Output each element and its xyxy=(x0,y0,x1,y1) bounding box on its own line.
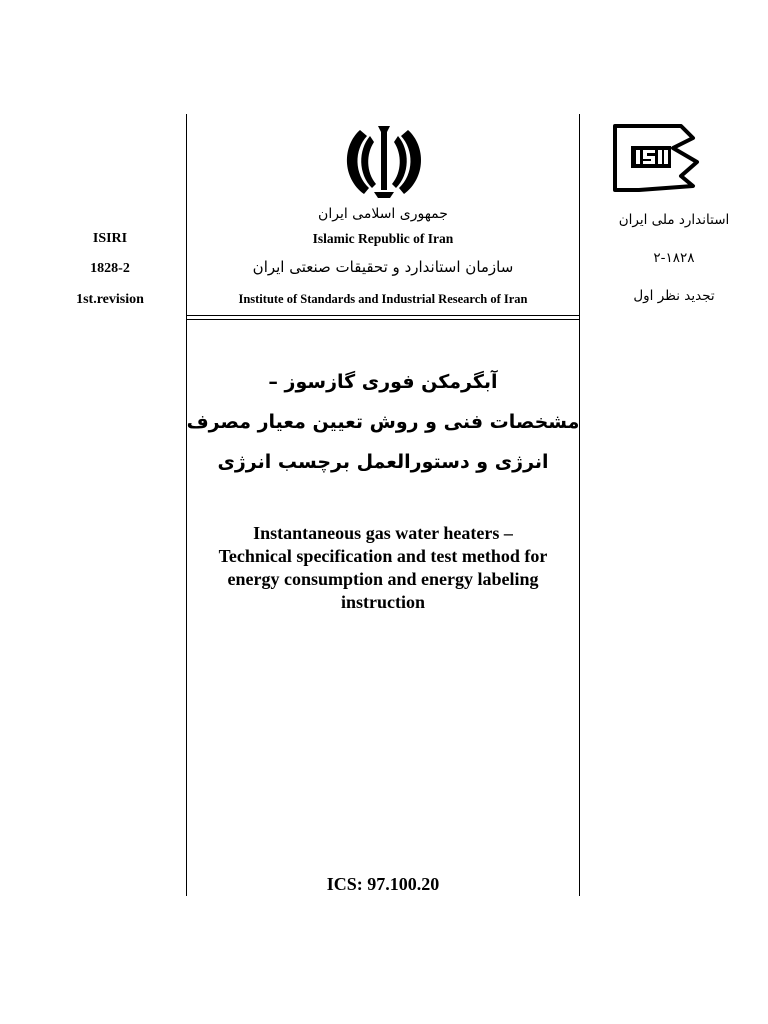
revision-label-fa: تجدید نظر اول xyxy=(633,288,715,304)
country-name-fa: جمهوری اسلامی ایران xyxy=(318,206,448,222)
standard-number: 1828-2 xyxy=(90,261,130,276)
header-rule-bottom xyxy=(186,319,580,320)
organization-name-fa: سازمان استاندارد و تحقیقات صنعتی ایران xyxy=(252,258,514,276)
national-standard-label: استاندارد ملی ایران xyxy=(618,212,730,228)
ics-code: ICS: 97.100.20 xyxy=(326,874,440,894)
iran-emblem-icon xyxy=(336,118,432,204)
title-en-line: instruction xyxy=(340,592,425,612)
title-fa-line: مشخصات فنی و روش تعیین معیار مصرف xyxy=(186,411,580,433)
revision-label: 1st.revision xyxy=(76,292,144,307)
title-en-line: energy consumption and energy labeling xyxy=(227,569,539,589)
title-fa-line: آبگرمکن فوری گازسوز – xyxy=(268,371,498,393)
country-name-en: Islamic Republic of Iran xyxy=(312,231,454,246)
header-rule-top xyxy=(186,315,580,316)
document-title-en xyxy=(190,522,576,614)
title-en-line: Instantaneous gas water heaters – xyxy=(253,523,513,543)
title-fa-line: انرژی و دستورالعمل برچسب انرژی xyxy=(217,451,549,473)
document-title-fa xyxy=(186,362,580,482)
standard-code: ISIRI xyxy=(92,231,128,246)
isiri-logo xyxy=(609,122,701,194)
standard-number-fa: ۲-۱۸۲۸ xyxy=(653,250,695,266)
title-en-line: Technical specification and test method for xyxy=(218,546,548,566)
organization-name-en: Institute of Standards and Industrial Research of Iran xyxy=(238,292,528,306)
